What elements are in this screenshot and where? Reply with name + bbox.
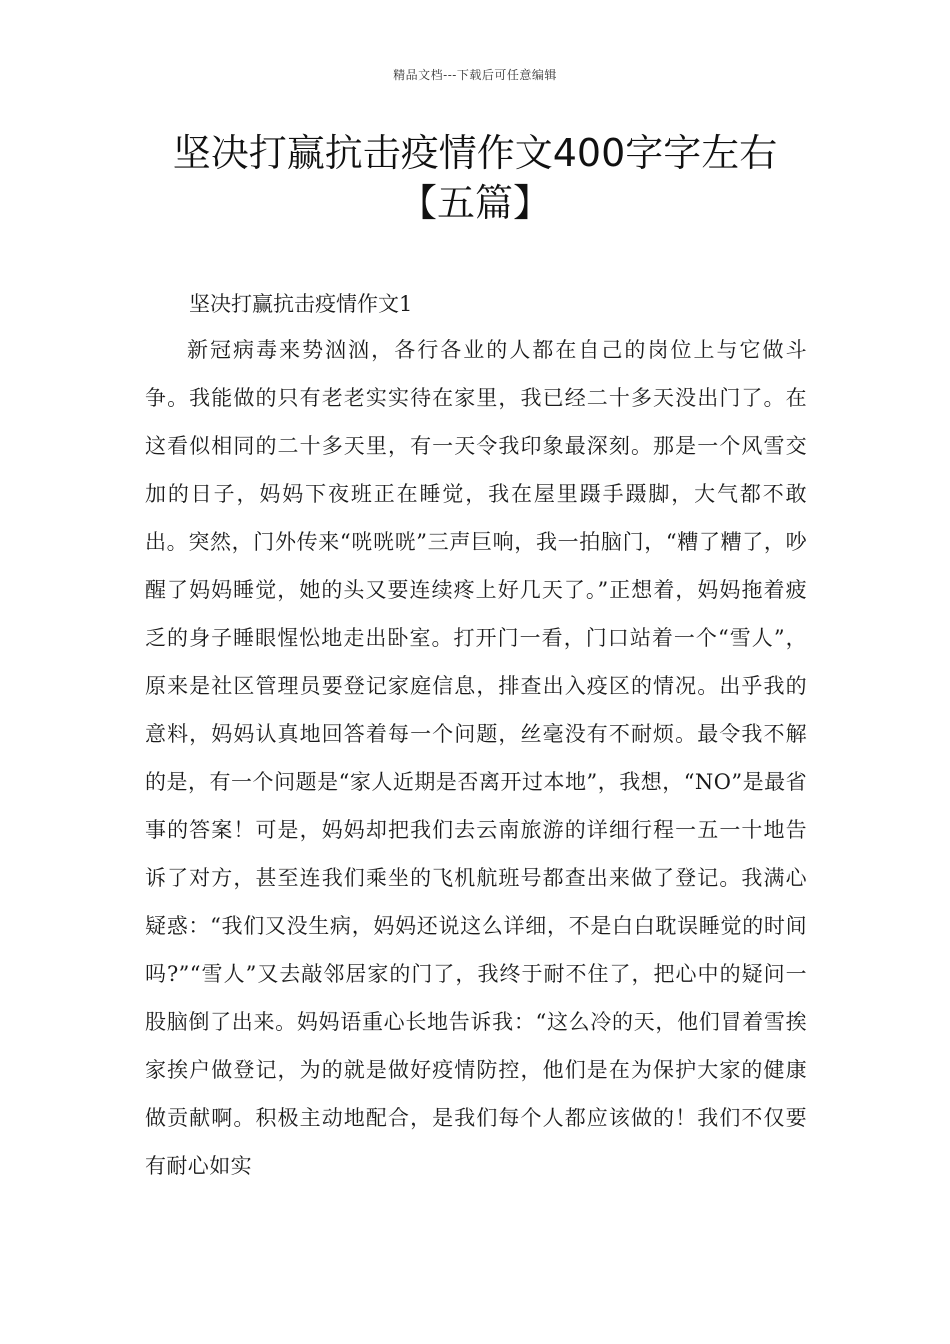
section-heading: 坚决打赢抗击疫情作文1 <box>189 292 413 316</box>
title-line-1: 坚决打赢抗击疫情作文400字字左右 <box>172 131 778 175</box>
body-paragraph: 新冠病毒来势汹汹，各行各业的人都在自己的岗位上与它做斗争。我能做的只有老老实实待在家里，我已经二十多天没出门了。在这看似相同的二十多天里，有一天令我印象最深刻。那是一个风雪交加的日子，妈妈下夜班正在睡觉，我在屋里蹑手蹑脚，大气都不敢出。突然，门外传来“咣咣咣”三声巨响，我一拍脑门，“糟了糟了，吵醒了妈妈睡觉，她的头又要连续疼上好几天了。”正想着，妈妈拖着疲乏的身子睡眼惺忪地走出卧室。打开门一看，门口站着一个“雪人”，原来是社区管理员要登记家庭信息，排查出入疫区的情况。出乎我的意料，妈妈认真地回答着每一个问题，丝毫没有不耐烦。最令我不解的是，有一个问题是“家人近期是否离开过本地”，我想，“NO”是最省事的答案！可是，妈妈却把我们去云南旅游的详细行程一五一十地告诉了对方，甚至连我们乘坐的飞机航班号都查出来做了登记。我满心疑惑：“我们又没生病，妈妈还说这么详细，不是白白耽误睡觉的时间吗?”“雪人”又去敲邻居家的门了，我终于耐不住了，把心中的疑问一股脑倒了出来。妈妈语重心长地告诉我：“这么冷的天，他们冒着雪挨家挨户做登记，为的就是做好疫情防控，他们是在为保护大家的健康做贡献啊。积极主动地配合，是我们每个人都应该做的！我们不仅要有耐心如实 <box>145 338 807 1178</box>
header-note: 精品文档---下载后可任意编辑 <box>393 68 557 82</box>
document-body <box>145 282 807 1190</box>
title-line-2: 【五篇】 <box>398 181 551 225</box>
document-title <box>120 128 830 228</box>
